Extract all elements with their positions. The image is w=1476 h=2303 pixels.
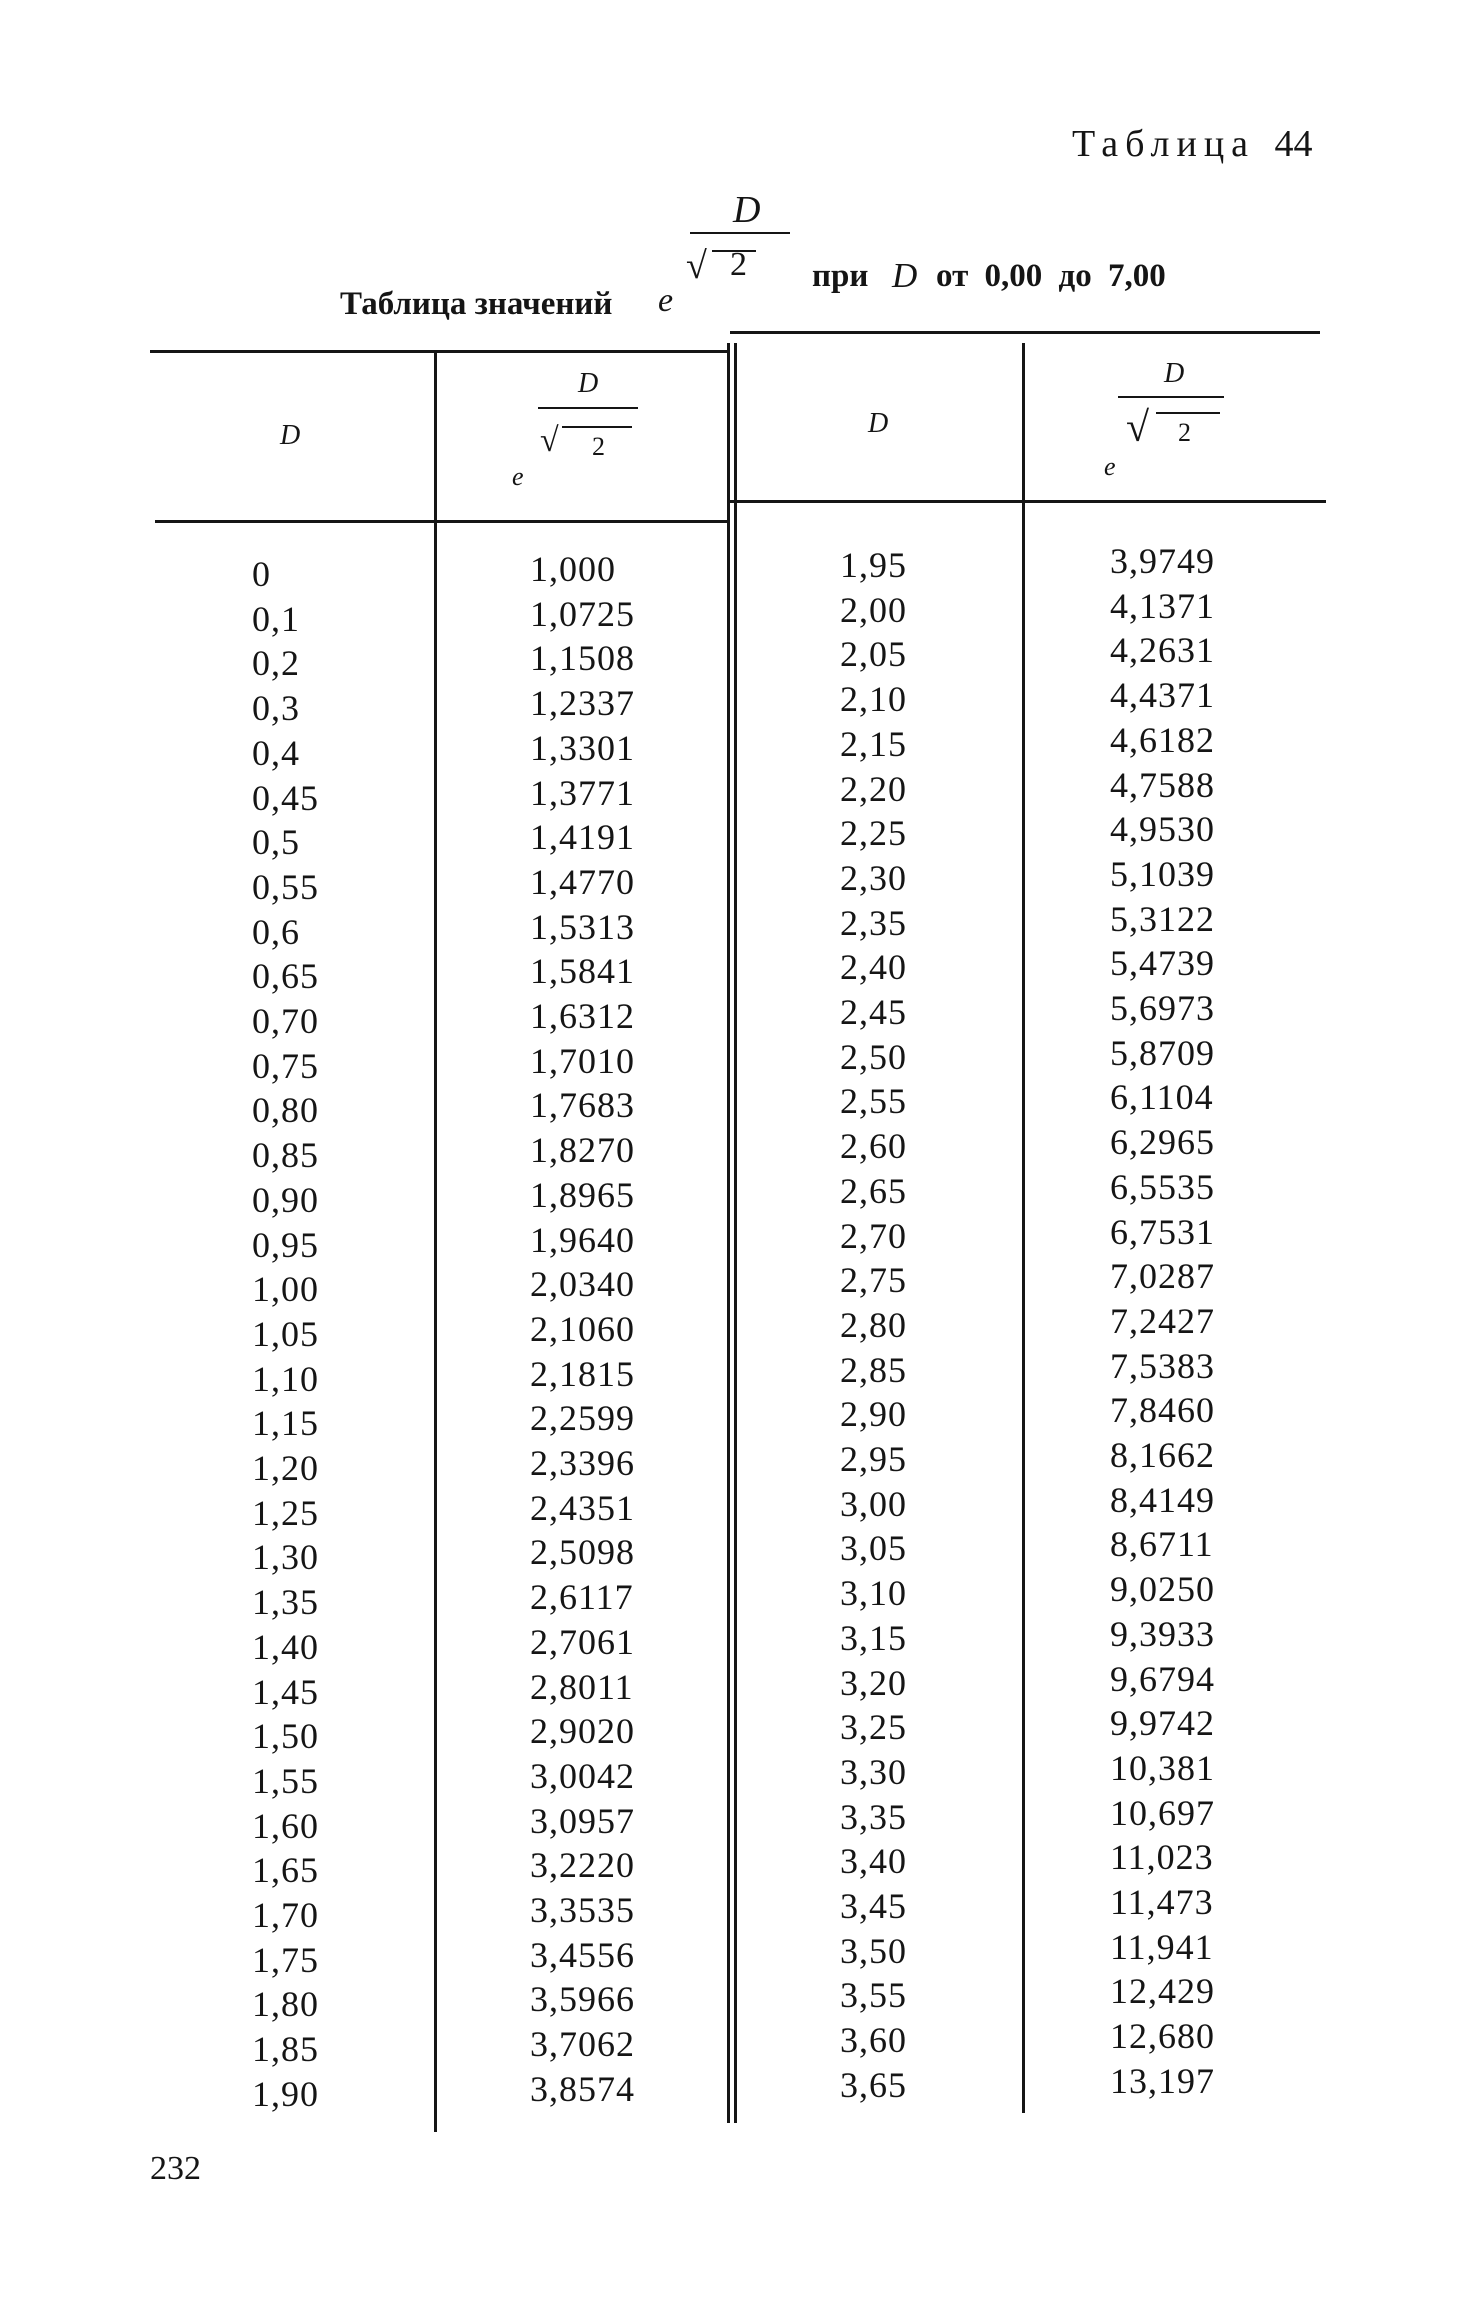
right-d-cell: 2,75 <box>840 1260 907 1301</box>
right-value-cell: 9,6794 <box>1110 1658 1215 1699</box>
right-d-cell: 2,15 <box>840 723 907 764</box>
table-header-rule-right <box>730 500 1326 503</box>
left-value-cell: 1,000 <box>530 549 616 589</box>
right-value-cell: 12,429 <box>1110 1971 1215 2012</box>
left-d-cell: 1,35 <box>252 1582 319 1623</box>
left-d-cell: 0,1 <box>252 598 300 639</box>
right-value-cell: 5,8709 <box>1110 1032 1215 1073</box>
right-value-cell: 6,5535 <box>1110 1166 1215 1207</box>
right-d-cell: 2,10 <box>840 679 907 720</box>
right-value-cell: 10,381 <box>1110 1747 1215 1788</box>
left-d-cell: 0,3 <box>252 688 300 729</box>
right-value-cell: 7,2427 <box>1110 1300 1215 1341</box>
left-value-cell: 1,2337 <box>530 683 635 724</box>
left-value-cell: 2,0340 <box>530 1264 635 1305</box>
left-value-cell: 3,7062 <box>530 2024 635 2065</box>
left-value-cell: 1,4770 <box>530 861 635 902</box>
right-d-cell: 2,90 <box>840 1394 907 1435</box>
header-col-d-left: D <box>280 420 301 451</box>
header-value-base-left: e <box>512 462 524 491</box>
header-radical-icon-left: √ <box>540 422 559 459</box>
left-value-cell: 1,0725 <box>530 593 635 634</box>
right-value-cell: 4,2631 <box>1110 630 1215 671</box>
left-d-cell: 1,00 <box>252 1269 319 1310</box>
right-d-cell: 3,20 <box>840 1662 907 1703</box>
left-value-cell: 2,4351 <box>530 1487 635 1528</box>
right-value-cell: 5,4739 <box>1110 943 1215 984</box>
left-d-cell: 0,95 <box>252 1224 319 1265</box>
header-radical-bar-right <box>1156 412 1220 414</box>
left-value-cell: 1,8965 <box>530 1174 635 1215</box>
left-d-cell: 1,30 <box>252 1537 319 1578</box>
column-divider-double-b <box>734 343 737 2123</box>
left-value-cell: 2,9020 <box>530 1711 635 1752</box>
right-d-cell: 2,55 <box>840 1081 907 1122</box>
right-d-cell: 3,60 <box>840 2020 907 2061</box>
right-d-cell: 3,65 <box>840 2064 907 2105</box>
right-d-cell: 3,30 <box>840 1751 907 1792</box>
right-d-cell: 2,40 <box>840 947 907 988</box>
left-d-cell: 1,65 <box>252 1850 319 1891</box>
right-d-cell: 3,05 <box>840 1528 907 1569</box>
column-divider-3 <box>1022 343 1025 2113</box>
right-value-cell: 7,5383 <box>1110 1345 1215 1386</box>
left-d-cell: 0,45 <box>252 777 319 818</box>
left-value-cell: 1,5313 <box>530 906 635 947</box>
right-value-cell: 5,6973 <box>1110 988 1215 1028</box>
caption-range: от 0,00 до 7,00 <box>936 258 1166 294</box>
right-value-cell: 4,7588 <box>1110 764 1215 805</box>
right-value-cell: 8,4149 <box>1110 1479 1215 1520</box>
caption-middle: при <box>812 258 869 294</box>
right-d-cell: 2,25 <box>840 813 907 854</box>
right-d-cell: 3,45 <box>840 1886 907 1926</box>
column-divider-1 <box>434 352 437 2132</box>
right-d-cell: 3,50 <box>840 1930 907 1971</box>
right-value-cell: 9,9742 <box>1110 1703 1215 1744</box>
left-value-cell: 2,3396 <box>530 1443 635 1483</box>
right-value-cell: 11,941 <box>1110 1926 1214 1967</box>
left-value-cell: 3,2220 <box>530 1845 635 1886</box>
caption-numerator: D <box>733 189 761 231</box>
left-d-cell: 1,40 <box>252 1626 319 1667</box>
right-d-cell: 3,10 <box>840 1573 907 1614</box>
left-value-cell: 2,1060 <box>530 1308 635 1349</box>
table-top-rule-left <box>150 350 730 353</box>
left-d-cell: 0,85 <box>252 1135 319 1176</box>
header-radicand-right: 2 <box>1178 418 1191 447</box>
left-value-cell: 2,8011 <box>530 1666 634 1707</box>
right-d-cell: 3,25 <box>840 1707 907 1748</box>
right-value-cell: 11,023 <box>1110 1837 1214 1878</box>
left-d-cell: 0,70 <box>252 1001 319 1041</box>
left-d-cell: 0,55 <box>252 866 319 907</box>
left-d-cell: 1,70 <box>252 1895 319 1935</box>
left-d-cell: 0,75 <box>252 1045 319 1086</box>
header-radical-bar-left <box>562 426 632 428</box>
right-d-cell: 2,35 <box>840 902 907 943</box>
table-label <box>1072 122 1313 166</box>
right-value-cell: 5,3122 <box>1110 898 1215 939</box>
right-value-cell: 4,4371 <box>1110 675 1215 716</box>
header-col-d-right: D <box>868 408 889 439</box>
header-value-bar-left <box>538 407 638 409</box>
right-d-cell: 3,40 <box>840 1841 907 1882</box>
right-d-cell: 3,55 <box>840 1975 907 2016</box>
left-value-cell: 3,0957 <box>530 1800 635 1841</box>
right-d-cell: 1,95 <box>840 545 907 585</box>
left-d-cell: 1,15 <box>252 1403 319 1444</box>
left-d-cell: 1,45 <box>252 1671 319 1712</box>
left-value-cell: 1,6312 <box>530 996 635 1036</box>
right-d-cell: 3,35 <box>840 1796 907 1837</box>
column-divider-double-a <box>727 343 730 2123</box>
right-d-cell: 2,05 <box>840 634 907 675</box>
left-value-cell: 2,2599 <box>530 1398 635 1439</box>
header-value-numerator-right: D <box>1164 358 1185 389</box>
left-d-cell: 1,80 <box>252 1984 319 2025</box>
left-value-cell: 1,3301 <box>530 727 635 768</box>
right-value-cell: 5,1039 <box>1110 853 1215 894</box>
left-value-cell: 1,4191 <box>530 817 635 858</box>
left-d-cell: 1,05 <box>252 1313 319 1354</box>
left-d-cell: 0 <box>252 554 271 594</box>
caption-fraction-bar <box>690 232 790 234</box>
left-value-cell: 2,7061 <box>530 1621 635 1662</box>
left-d-cell: 0,4 <box>252 732 300 773</box>
left-d-cell: 0,6 <box>252 911 300 952</box>
right-d-cell: 2,85 <box>840 1349 907 1390</box>
header-value-base-right: e <box>1104 452 1116 481</box>
right-d-cell: 2,30 <box>840 857 907 898</box>
left-d-cell: 1,60 <box>252 1805 319 1846</box>
right-d-cell: 2,60 <box>840 1126 907 1167</box>
right-value-cell: 7,8460 <box>1110 1390 1215 1431</box>
right-value-cell: 11,473 <box>1110 1882 1214 1922</box>
left-value-cell: 2,6117 <box>530 1577 634 1618</box>
left-d-cell: 1,25 <box>252 1492 319 1533</box>
right-value-cell: 12,680 <box>1110 2016 1215 2057</box>
table-number: 44 <box>1274 123 1313 165</box>
left-value-cell: 2,1815 <box>530 1353 635 1394</box>
left-value-cell: 3,3535 <box>530 1890 635 1930</box>
right-value-cell: 6,1104 <box>1110 1077 1214 1118</box>
left-value-cell: 1,7010 <box>530 1040 635 1081</box>
right-d-cell: 2,45 <box>840 992 907 1032</box>
left-d-cell: 0,80 <box>252 1090 319 1131</box>
caption-prefix: Таблица значений <box>340 286 613 322</box>
left-d-cell: 1,10 <box>252 1358 319 1399</box>
right-value-cell: 10,697 <box>1110 1792 1215 1833</box>
page-number: 232 <box>150 2150 201 2187</box>
right-value-cell: 8,6711 <box>1110 1524 1214 1565</box>
right-value-cell: 8,1662 <box>1110 1435 1215 1475</box>
left-d-cell: 1,55 <box>252 1760 319 1801</box>
table-top-rule-right <box>730 331 1320 334</box>
left-d-cell: 1,75 <box>252 1939 319 1980</box>
right-d-cell: 2,50 <box>840 1036 907 1077</box>
right-value-cell: 4,6182 <box>1110 719 1215 760</box>
left-value-cell: 1,8270 <box>530 1130 635 1171</box>
left-value-cell: 3,4556 <box>530 1934 635 1975</box>
left-value-cell: 3,0042 <box>530 1755 635 1796</box>
left-value-cell: 3,5966 <box>530 1979 635 2020</box>
caption-exponent-base: e <box>658 282 674 319</box>
right-d-cell: 2,65 <box>840 1170 907 1211</box>
right-d-cell: 3,15 <box>840 1617 907 1658</box>
right-d-cell: 2,20 <box>840 768 907 809</box>
right-value-cell: 6,7531 <box>1110 1211 1215 1252</box>
right-d-cell: 2,80 <box>840 1304 907 1345</box>
right-value-cell: 4,1371 <box>1110 585 1215 626</box>
table-label-word: Таблица <box>1072 123 1256 165</box>
right-d-cell: 2,95 <box>840 1439 907 1479</box>
left-d-cell: 0,2 <box>252 643 300 684</box>
left-value-cell: 1,1508 <box>530 638 635 679</box>
header-value-bar-right <box>1118 396 1224 398</box>
right-value-cell: 6,2965 <box>1110 1122 1215 1163</box>
right-d-cell: 2,70 <box>840 1215 907 1256</box>
right-d-cell: 3,00 <box>840 1483 907 1524</box>
left-d-cell: 1,20 <box>252 1448 319 1488</box>
left-d-cell: 1,50 <box>252 1716 319 1757</box>
header-value-numerator-left: D <box>578 368 599 399</box>
left-d-cell: 0,5 <box>252 822 300 863</box>
header-radicand-left: 2 <box>592 432 605 461</box>
table-header-rule-left <box>155 520 730 523</box>
right-value-cell: 9,0250 <box>1110 1569 1215 1610</box>
left-d-cell: 1,90 <box>252 2073 319 2114</box>
right-value-cell: 13,197 <box>1110 2060 1215 2101</box>
left-value-cell: 2,5098 <box>530 1532 635 1573</box>
left-d-cell: 0,65 <box>252 956 319 997</box>
right-d-cell: 2,00 <box>840 589 907 630</box>
left-d-cell: 0,90 <box>252 1179 319 1220</box>
right-value-cell: 7,0287 <box>1110 1256 1215 1297</box>
caption-variable: D <box>892 256 918 295</box>
right-value-cell: 3,9749 <box>1110 541 1215 581</box>
left-value-cell: 3,8574 <box>530 2068 635 2109</box>
left-d-cell: 1,85 <box>252 2029 319 2070</box>
caption-radical-icon: √ <box>686 245 707 287</box>
left-value-cell: 1,9640 <box>530 1219 635 1260</box>
left-value-cell: 1,7683 <box>530 1085 635 1126</box>
left-value-cell: 1,5841 <box>530 951 635 992</box>
caption-radicand: 2 <box>730 246 747 283</box>
left-value-cell: 1,3771 <box>530 772 635 813</box>
right-value-cell: 4,9530 <box>1110 809 1215 850</box>
right-value-cell: 9,3933 <box>1110 1613 1215 1654</box>
header-radical-icon-right: √ <box>1126 405 1150 451</box>
